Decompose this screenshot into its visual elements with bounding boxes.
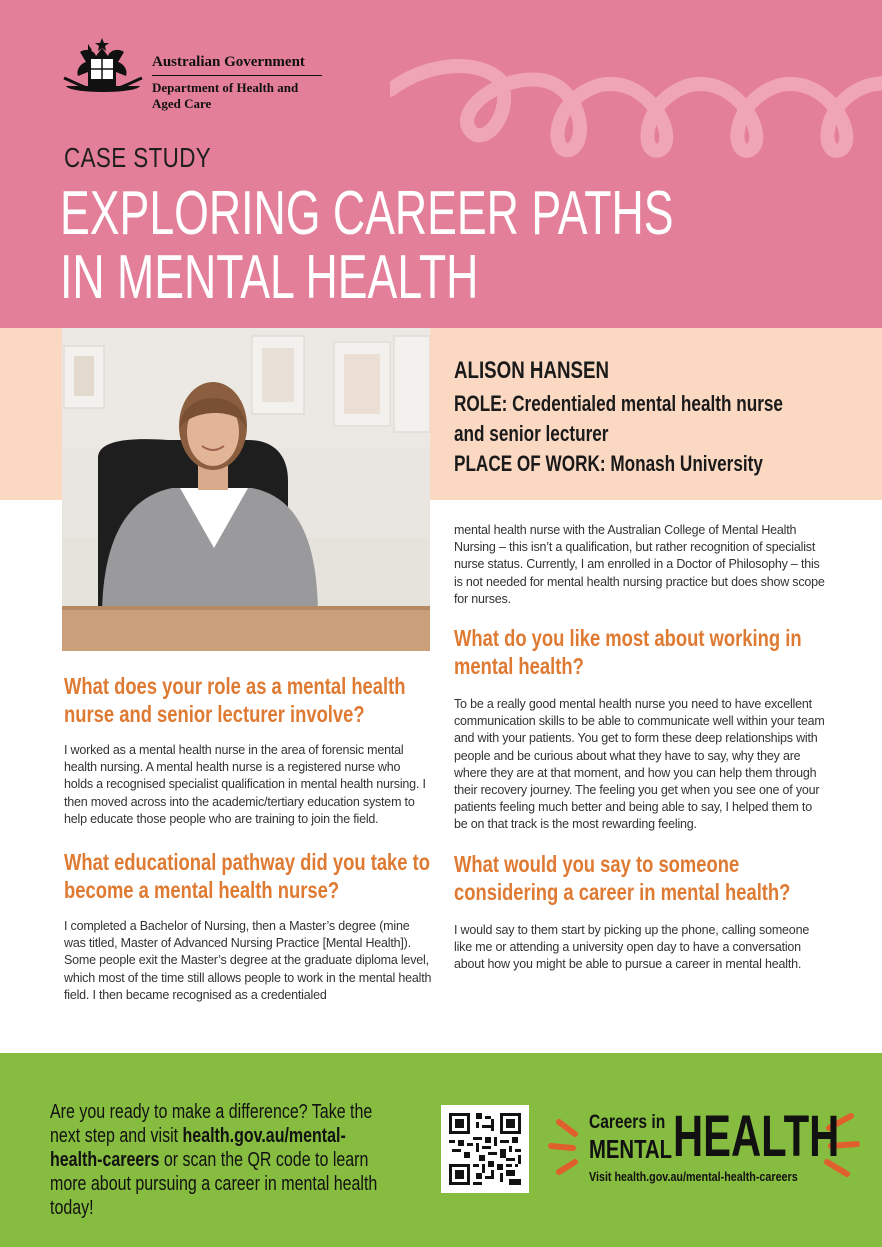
place-of-work: PLACE OF WORK: Monash University	[454, 451, 763, 476]
answer-pathway-continued: mental health nurse with the Australian College of Mental Health Nursing – this isn’t a qualification, but rather recognition of specialist nurse status. Currently, I am enrolled in a Doctor of Philosophy – this is not needed for mental health nursing practice but does show scope for nurses.	[454, 523, 825, 606]
header-banner	[0, 0, 882, 328]
answer-advice: I would say to them start by picking up the phone, calling someone like me or attending a university open day to have a conversation about how you might be able to pursue a career in mental health.	[454, 922, 810, 972]
careers-in-mental-health-logo	[545, 1104, 865, 1188]
cta-text-1: Are you ready to make a difference? Take the next step and visit	[50, 1101, 373, 1147]
brand-careers-in: Careers in	[589, 1112, 666, 1133]
portrait-illustration	[62, 328, 430, 651]
page-title	[60, 179, 674, 312]
title-line-1: EXPLORING CAREER PATHS	[60, 179, 674, 248]
profile-details	[454, 356, 854, 479]
case-study-label: CASE STUDY	[64, 142, 212, 173]
question-role: What does your role as a mental health nurse and senior lecturer involve?	[64, 673, 406, 727]
qr-code-icon	[449, 1113, 521, 1185]
portrait-photo	[62, 328, 430, 651]
question-advice: What would you say to someone considering a career in mental health?	[454, 850, 791, 905]
answer-like-most: To be a really good mental health nurse you need to have excellent communication skills to be able to communicate well within your team and with your patients. You get to form these deep relationships with people and be curious about what they have to say, why they are where they are at that moment, and how you can help them through their recovery journey. The feeling you get when you see one of your patients feeling much better and being able to say, I helped them to be on that track is the most rewarding feeling.	[454, 697, 825, 832]
call-to-action	[50, 1100, 394, 1220]
brand-mental: MENTAL	[589, 1134, 672, 1164]
brand-health: HEALTH	[673, 1104, 840, 1169]
role-line-2: and senior lecturer	[454, 421, 609, 446]
squiggle-decoration	[390, 40, 882, 180]
question-like-most: What do you like most about working in mental health?	[454, 625, 802, 680]
cta-text-2: or scan the QR code to learn more about pursuing a career in mental health today!	[50, 1149, 378, 1219]
government-logo	[58, 38, 328, 118]
answer-pathway: I completed a Bachelor of Nursing, then a Master’s degree (mine was titled, Master of Advanced Nursing Practice [Mental Health]). Some people exit the Master’s degree at the graduate diploma level, which most of the time still allows people to work in the mental health field. I then became recognised as a credentialed	[64, 919, 432, 1002]
coat-of-arms-icon	[58, 38, 148, 100]
gov-department: Department of Health and Aged Care	[152, 80, 299, 111]
cta-link[interactable]: health.gov.au/mental-health-careers	[50, 1125, 346, 1171]
left-column	[64, 672, 432, 1024]
gov-name: Australian Government	[152, 54, 322, 76]
question-pathway: What educational pathway did you take to become a mental health nurse?	[64, 849, 430, 904]
title-line-2: IN MENTAL HEALTH	[60, 243, 479, 312]
answer-role: I worked as a mental health nurse in the area of forensic mental health nursing. A mental health nurse is a registered nurse who holds a recognised specialist qualification in mental health nursing. I then moved across into the academic/tertiary education system to help educate those people who are training to join the field.	[64, 743, 426, 826]
brand-url[interactable]: Visit health.gov.au/mental-health-careers	[589, 1170, 798, 1184]
role-line-1: ROLE: Credentialed mental health nurse	[454, 391, 783, 416]
right-column	[454, 522, 826, 989]
qr-code[interactable]	[441, 1105, 529, 1193]
person-name: ALISON HANSEN	[454, 357, 609, 384]
